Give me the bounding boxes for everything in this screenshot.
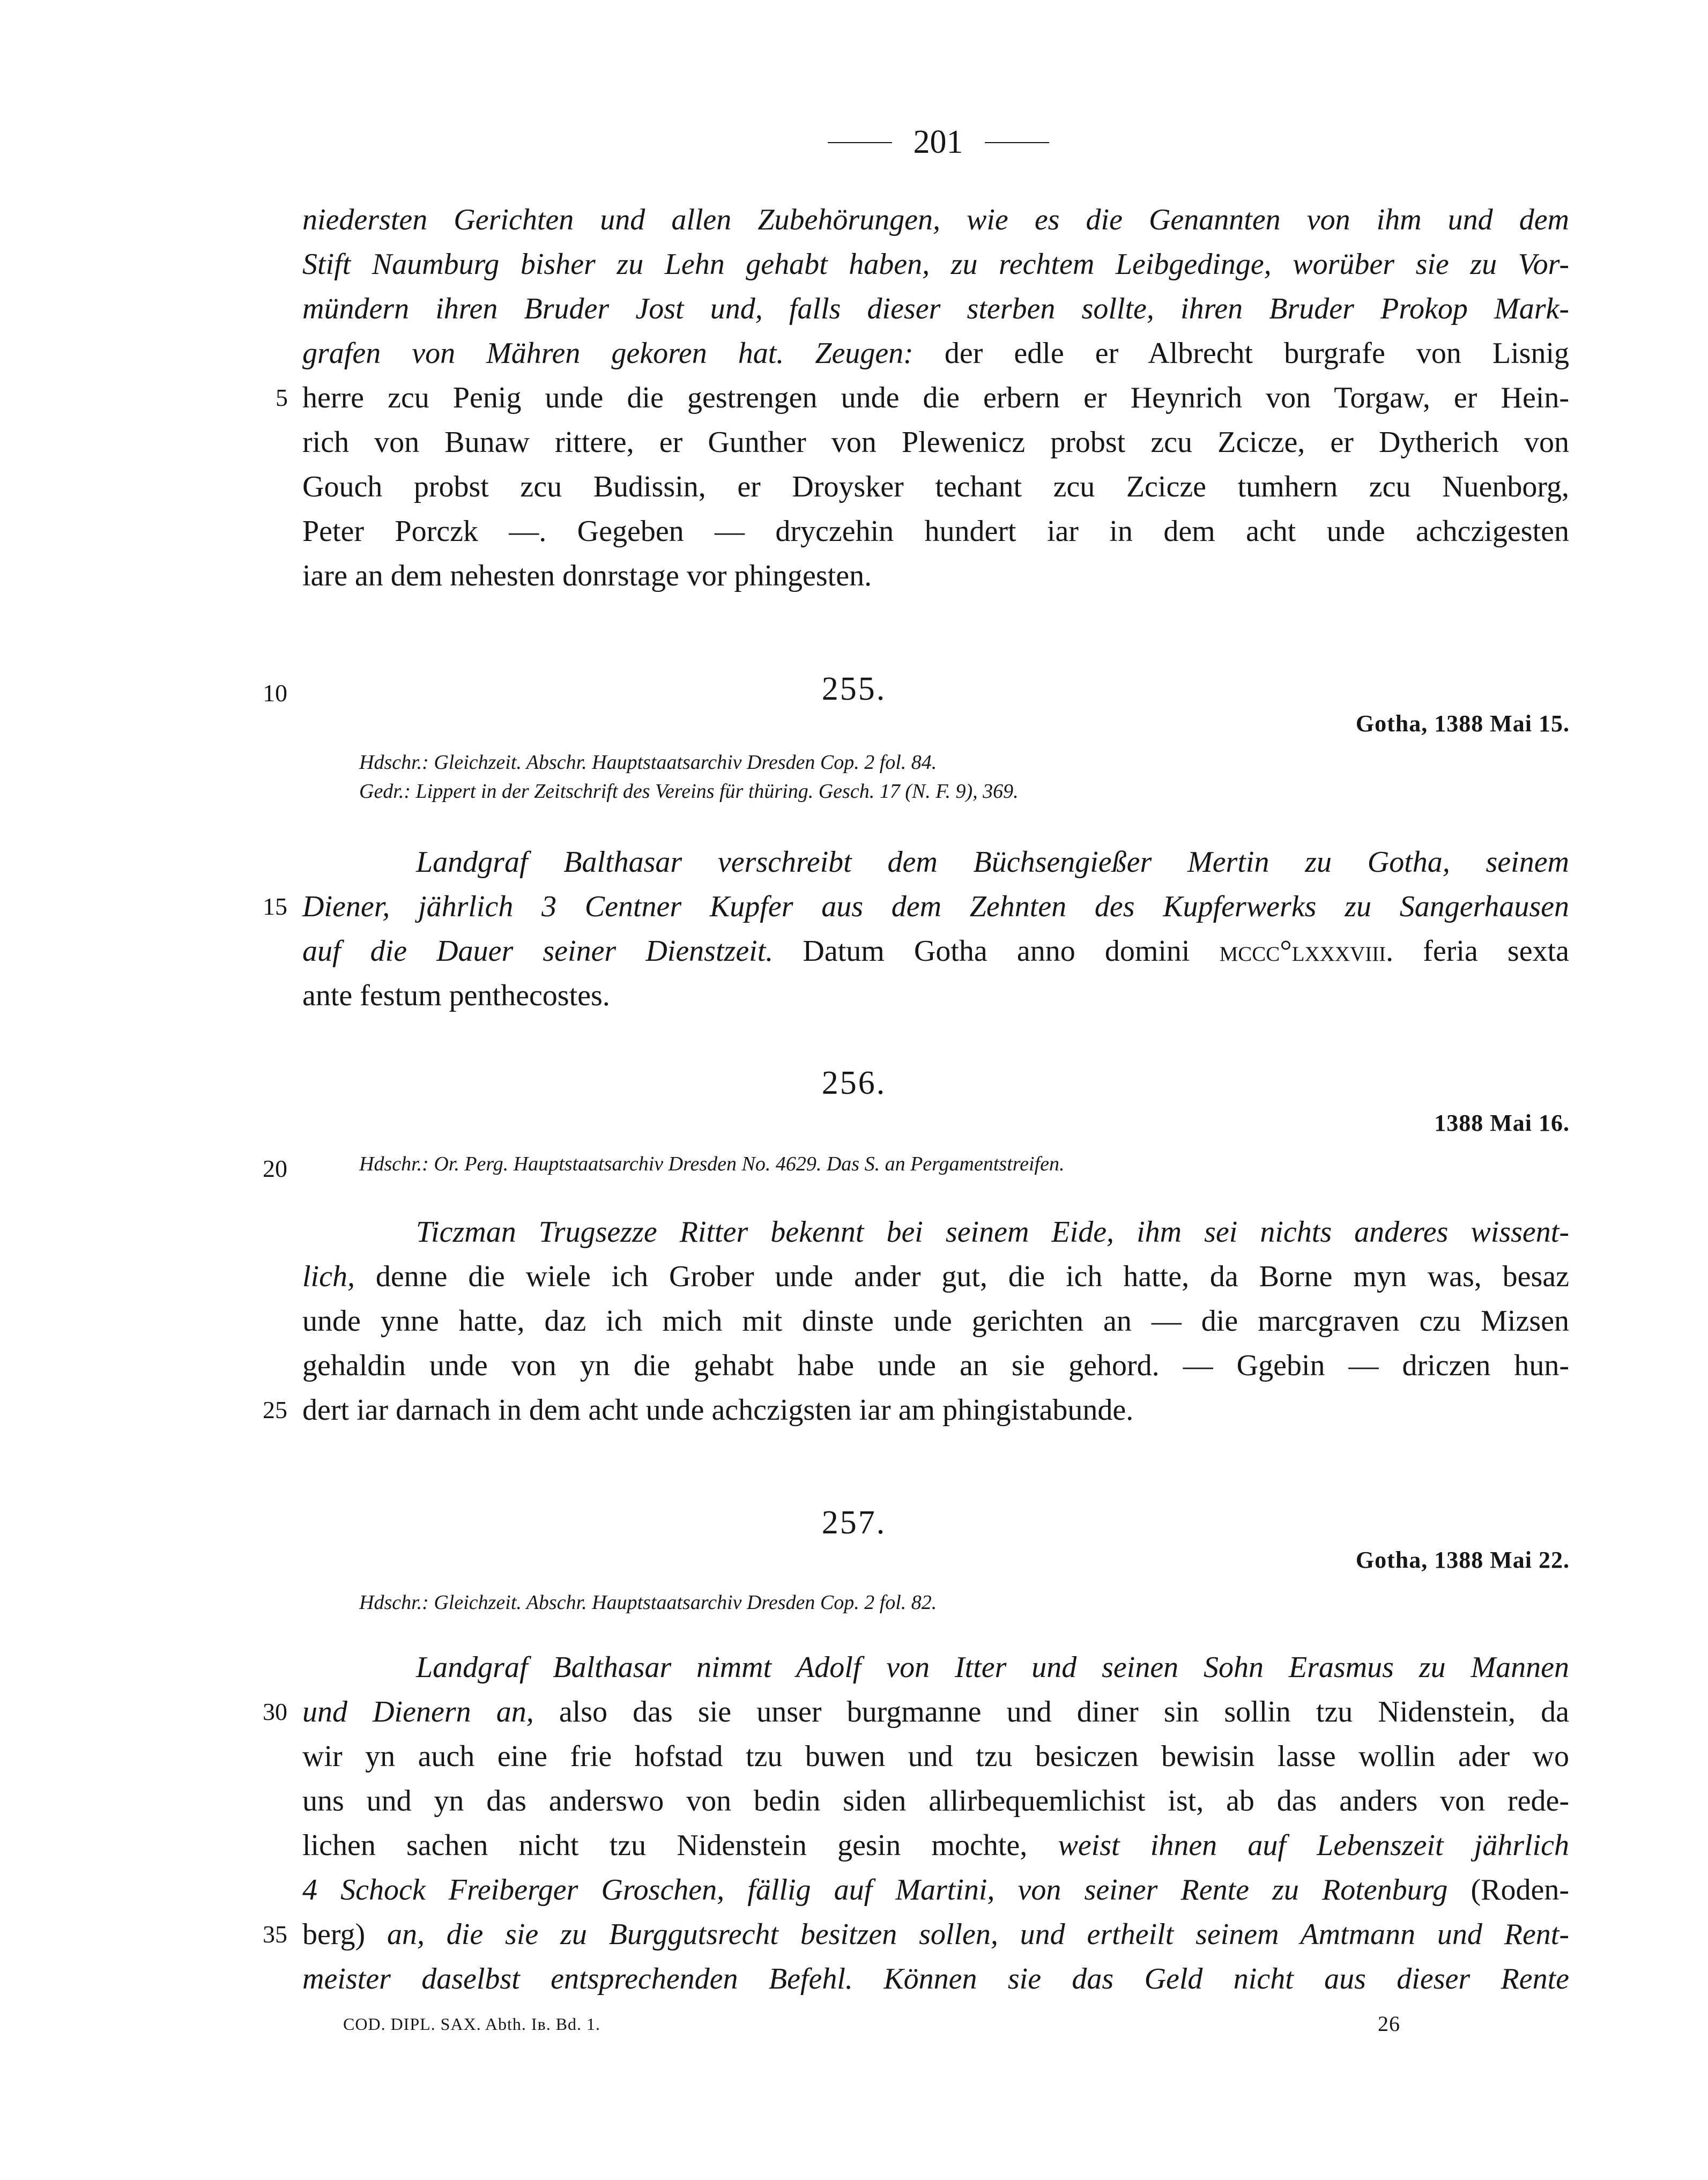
text-line bbox=[302, 421, 1569, 464]
entry-number: 255. bbox=[821, 671, 887, 707]
text-line bbox=[302, 1344, 1569, 1387]
text-segment: Datum Gotha anno domini bbox=[773, 935, 1220, 968]
text-line bbox=[302, 287, 1569, 330]
text-segment: meister daselbst entsprechenden Befehl. Können sie das Geld nicht aus dieser Rente bbox=[302, 1962, 1569, 1996]
source-note: Hdschr.: Gleichzeit. Abschr. Hauptstaatsarchiv Dresden Cop. 2 fol. 82. bbox=[359, 1591, 937, 1614]
text-segment: . feria sexta bbox=[1386, 935, 1569, 968]
page-number-dash-left bbox=[828, 142, 892, 143]
text-line bbox=[302, 1690, 1569, 1733]
text-line bbox=[302, 974, 610, 1017]
text-segment: lich, bbox=[302, 1260, 355, 1293]
text-line bbox=[302, 332, 1569, 375]
text-segment: Landgraf Balthasar verschreibt dem Büchsengießer Mertin zu Gotha, seinem bbox=[416, 846, 1569, 879]
line-number: 35 bbox=[263, 1921, 287, 1948]
line-number: 15 bbox=[263, 893, 287, 920]
text-segment: Ticzman Trugsezze Ritter bekennt bei seinem Eide, ihm sei nichts anderes wissent- bbox=[416, 1215, 1569, 1249]
text-segment: iare an dem nehesten donrstage vor phingesten. bbox=[302, 559, 872, 592]
text-segment: weist ihnen auf Lebenszeit jährlich bbox=[1027, 1829, 1570, 1862]
text-line bbox=[302, 1957, 1569, 2000]
text-segment: lichen sachen nicht tzu Nidenstein gesin mochte, bbox=[302, 1829, 1028, 1862]
text-line bbox=[302, 1255, 1569, 1298]
text-segment: Peter Porczk —. Gegeben — dryczehin hundert iar in dem acht unde achczigesten bbox=[302, 515, 1569, 548]
text-segment: grafen von Mähren gekoren hat. Zeugen: bbox=[302, 337, 914, 370]
page-number-dash-right bbox=[985, 142, 1049, 143]
text-segment: an, die sie zu Burggutsrecht besitzen sollen, und ertheilt seinem Amtmann und Rent- bbox=[365, 1918, 1569, 1951]
line-number: 20 bbox=[263, 1155, 287, 1182]
text-line bbox=[302, 1779, 1569, 1822]
text-segment: herre zcu Penig unde die gestrengen unde die erbern er Heynrich von Torgaw, er Hein- bbox=[302, 381, 1569, 414]
text-line bbox=[302, 930, 1569, 973]
text-line bbox=[302, 1300, 1569, 1343]
text-line bbox=[302, 1868, 1569, 1911]
entry-date: Gotha, 1388 Mai 22. bbox=[1355, 1547, 1570, 1573]
entry-date: Gotha, 1388 Mai 15. bbox=[1355, 710, 1570, 737]
text-line bbox=[302, 1824, 1569, 1867]
text-line bbox=[302, 885, 1569, 928]
text-segment: ante festum penthecostes. bbox=[302, 979, 610, 1012]
text-line bbox=[302, 243, 1569, 286]
text-line bbox=[302, 510, 1569, 553]
text-line bbox=[416, 1646, 1569, 1689]
text-segment: denne die wiele ich Grober unde ander gut, die ich hatte, da Borne myn was, besaz bbox=[354, 1260, 1569, 1293]
text-line bbox=[302, 1913, 1569, 1956]
text-segment: unde ynne hatte, daz ich mich mit dinste unde gerichten an — die marcgraven czu Mizsen bbox=[302, 1304, 1569, 1338]
entry-number: 257. bbox=[821, 1504, 887, 1541]
text-segment: gehaldin unde von yn die gehabt habe unde an sie gehord. — Ggebin — driczen hun- bbox=[302, 1349, 1569, 1382]
text-segment: mündern ihren Bruder Jost und, falls dieser sterben sollte, ihren Bruder Prokop Mark- bbox=[302, 292, 1569, 325]
text-segment: berg) bbox=[302, 1918, 366, 1951]
text-segment: Gouch probst zcu Budissin, er Droysker techant zcu Zcicze tumhern zcu Nuenborg, bbox=[302, 470, 1569, 503]
text-segment: also das sie unser burgmanne und diner sin sollin tzu Nidenstein, da bbox=[533, 1695, 1569, 1729]
line-number: 5 bbox=[276, 384, 288, 411]
source-note: Hdschr.: Or. Perg. Hauptstaatsarchiv Dresden No. 4629. Das S. an Pergamentstreifen. bbox=[359, 1153, 1065, 1175]
text-line bbox=[416, 841, 1569, 884]
text-segment: rich von Bunaw rittere, er Gunther von Plewenicz probst zcu Zcicze, er Dytherich von bbox=[302, 426, 1569, 459]
line-number: 10 bbox=[263, 679, 287, 707]
text-segment: mccc°lxxxviii bbox=[1219, 935, 1386, 968]
text-segment: (Roden- bbox=[1447, 1873, 1569, 1907]
text-segment: und Dienern an, bbox=[302, 1695, 534, 1729]
page-number-text: 201 bbox=[913, 124, 963, 160]
entry-date: 1388 Mai 16. bbox=[1434, 1110, 1570, 1136]
text-segment: Diener, jährlich 3 Centner Kupfer aus dem Zehnten des Kupferwerks zu Sangerhausen bbox=[302, 890, 1569, 923]
text-segment: Stift Naumburg bisher zu Lehn gehabt haben, zu rechtem Leibgedinge, worüber sie zu Vor- bbox=[302, 248, 1569, 281]
source-note: Gedr.: Lippert in der Zeitschrift des Vereins für thüring. Gesch. 17 (N. F. 9), 369. bbox=[359, 780, 1019, 803]
text-segment: uns und yn das anderswo von bedin siden allirbequemlichist ist, ab das anders von rede- bbox=[302, 1784, 1569, 1818]
text-line bbox=[302, 1735, 1569, 1778]
footer-series-title: COD. DIPL. SAX. Abth. Iв. Bd. 1. bbox=[343, 2014, 601, 2034]
footer-signature: 26 bbox=[1378, 2012, 1400, 2036]
entry-number: 256. bbox=[821, 1065, 887, 1101]
text-segment: niedersten Gerichten und allen Zubehörungen, wie es die Genannten von ihm und dem bbox=[302, 203, 1569, 236]
text-segment: dert iar darnach in dem acht unde achczigsten iar am phingistabunde. bbox=[302, 1393, 1134, 1427]
text-line bbox=[302, 465, 1569, 508]
page-number bbox=[788, 123, 1088, 161]
text-line bbox=[302, 1389, 1133, 1432]
line-number: 25 bbox=[263, 1396, 287, 1423]
text-segment: wir yn auch eine frie hofstad tzu buwen und tzu besiczen bewisin lasse wollin ader wo bbox=[302, 1740, 1569, 1773]
text-line bbox=[416, 1211, 1569, 1254]
source-note: Hdschr.: Gleichzeit. Abschr. Hauptstaatsarchiv Dresden Cop. 2 fol. 84. bbox=[359, 751, 937, 774]
text-segment: 4 Schock Freiberger Groschen, fällig auf Martini, von seiner Rente zu Rotenburg bbox=[302, 1873, 1448, 1907]
text-line bbox=[302, 376, 1569, 419]
text-segment: Landgraf Balthasar nimmt Adolf von Itter und seinen Sohn Erasmus zu Mannen bbox=[416, 1651, 1569, 1684]
text-line bbox=[302, 554, 872, 597]
text-segment: der edle er Albrecht burgrafe von Lisnig bbox=[913, 337, 1570, 370]
text-segment: auf die Dauer seiner Dienstzeit. bbox=[302, 935, 774, 968]
line-number: 30 bbox=[263, 1698, 287, 1725]
text-line bbox=[302, 198, 1569, 241]
